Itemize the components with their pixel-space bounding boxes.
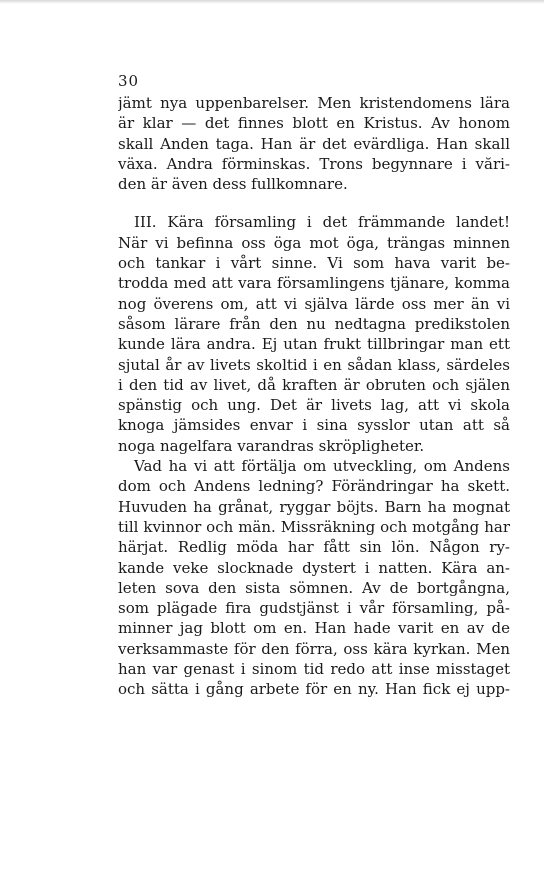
text-line: Vad ha vi att förtälja om utveckling, om Andens	[134, 457, 510, 476]
text-line: dom och Andens ledning? Förändringar ha skett.	[118, 477, 510, 496]
paragraph-1	[118, 93, 510, 194]
text-line: När vi befinna oss öga mot öga, trängas minnen	[118, 233, 510, 252]
text-line: och sätta i gång arbete för en ny. Han fick ej upp-	[118, 680, 510, 699]
text-line: trodda med att vara församlingens tjänare, komma	[118, 274, 510, 293]
text-line: III. Kära församling i det främmande landet!	[134, 213, 510, 232]
paragraph-2	[118, 212, 510, 456]
text-line: den är även dess fullkomnare.	[118, 175, 348, 194]
text-line: såsom lärare från den nu nedtagna predikstolen	[118, 314, 510, 333]
text-line: leten sova den sista sömnen. Av de bortgångna,	[118, 578, 510, 597]
paragraph-3	[118, 456, 510, 700]
text-line: knoga jämsides envar i sina sysslor utan att så	[118, 416, 510, 435]
text-line: härjat. Redlig möda har fått sin lön. Någon ry-	[118, 538, 510, 557]
text-line: till kvinnor och män. Missräkning och motgång har	[118, 517, 510, 536]
text-line: nog överens om, att vi själva lärde oss mer än vi	[118, 294, 510, 313]
page-top-edge	[0, 0, 544, 4]
text-line: är klar — det finnes blott en Kristus. Av honom	[118, 114, 510, 133]
text-line: Huvuden ha grånat, ryggar böjts. Barn ha mognat	[118, 497, 510, 516]
text-line: han var genast i sinom tid redo att inse misstaget	[118, 660, 510, 679]
text-line: i den tid av livet, då kraften är obruten och själen	[118, 375, 510, 394]
text-line: växa. Andra förminskas. Trons begynnare i vări-	[118, 154, 510, 173]
text-line: jämt nya uppenbarelser. Men kristendomens lära	[118, 94, 510, 112]
book-page	[118, 72, 510, 700]
page-number: 30	[118, 72, 140, 90]
text-line: verksammaste för den förra, oss kära kyrkan. Men	[118, 639, 510, 658]
text-line: kunde lära andra. Ej utan frukt tillbringar man ett	[118, 335, 510, 354]
text-line: som plägade fira gudstjänst i vår församling, på-	[118, 599, 510, 618]
section-gap	[118, 194, 510, 212]
text-line: noga nagelfara varandras skröpligheter.	[118, 436, 425, 455]
text-line: skall Anden taga. Han är det evärdliga. Han skall	[118, 134, 510, 153]
text-line: sjutal år av livets skoltid i en sådan klass, särdeles	[118, 355, 510, 374]
text-line: spänstig och ung. Det är livets lag, att vi skola	[118, 396, 510, 415]
text-line: kande veke slocknade dystert i natten. Kära an-	[118, 558, 510, 577]
text-line: minner jag blott om en. Han hade varit en av de	[118, 619, 510, 638]
text-line: och tankar i vårt sinne. Vi som hava varit be-	[118, 254, 510, 273]
